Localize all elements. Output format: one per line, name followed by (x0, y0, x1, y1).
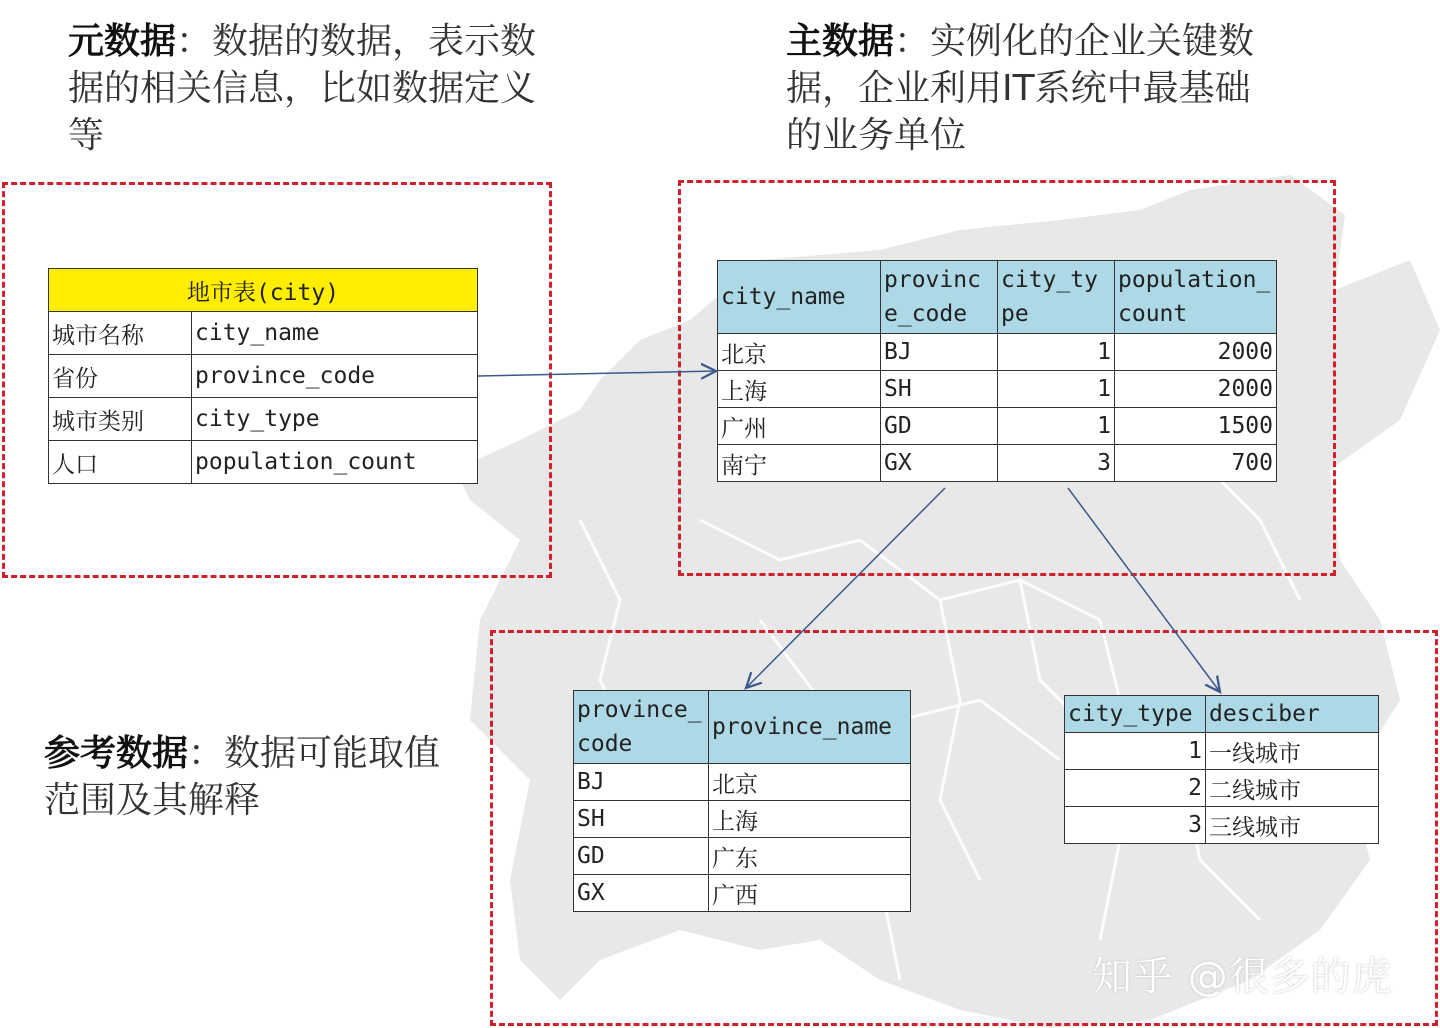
cell-province-code: BJ (574, 764, 709, 801)
table-row (49, 398, 478, 441)
table-row (718, 371, 1277, 408)
watermark: 知乎 @很多的虎 (1092, 954, 1393, 1000)
table-row (574, 838, 911, 875)
cell-city-name: 南宁 (718, 445, 881, 482)
cell-population-count: 700 (1115, 445, 1277, 482)
master-city-table (717, 260, 1277, 482)
master-data-colon: ： (894, 21, 931, 62)
field-cn-name: 人口 (49, 441, 192, 484)
metadata-heading (68, 18, 538, 159)
reference-data-heading (44, 730, 444, 824)
master-data-label: 主数据 (786, 21, 895, 62)
table-row (49, 441, 478, 484)
table-row (49, 355, 478, 398)
cell-desciber: 三线城市 (1206, 807, 1379, 844)
table-row (1065, 807, 1379, 844)
cell-province-name: 广东 (709, 838, 911, 875)
cell-province-code: SH (574, 801, 709, 838)
table-row (574, 875, 911, 912)
table-row (718, 408, 1277, 445)
table-row (49, 312, 478, 355)
province-reference-table (573, 690, 911, 912)
table-row (574, 764, 911, 801)
table-row (1065, 770, 1379, 807)
table-row (574, 801, 911, 838)
table-row (718, 445, 1277, 482)
cell-population-count: 1500 (1115, 408, 1277, 445)
master-data-description: 实例化的企业关键数据，企业利用IT系统中最基础的业务单位 (786, 21, 1255, 156)
cell-province-code: GD (574, 838, 709, 875)
cell-province-name: 上海 (709, 801, 911, 838)
cell-population-count: 2000 (1115, 334, 1277, 371)
header-city-type: city_type (1065, 696, 1206, 733)
field-en-name: province_code (192, 355, 478, 398)
header-province-code: province_code (574, 691, 709, 764)
metadata-table-title: 地市表(city) (49, 269, 478, 312)
metadata-description: 数据的数据，表示数据的相关信息，比如数据定义等 (68, 21, 537, 156)
reference-data-description: 数据可能取值范围及其解释 (44, 733, 441, 821)
city-type-reference-table (1064, 695, 1379, 844)
field-cn-name: 城市名称 (49, 312, 192, 355)
field-en-name: population_count (192, 441, 478, 484)
cell-city-name: 上海 (718, 371, 881, 408)
cell-city-type: 3 (998, 445, 1115, 482)
header-city-name: city_name (718, 261, 881, 334)
cell-city-type: 1 (998, 371, 1115, 408)
header-population-count: population_count (1115, 261, 1277, 334)
cell-desciber: 一线城市 (1206, 733, 1379, 770)
header-desciber: desciber (1206, 696, 1379, 733)
field-en-name: city_name (192, 312, 478, 355)
cell-city-type: 3 (1065, 807, 1206, 844)
metadata-label: 元数据 (68, 21, 177, 62)
table-header-row (1065, 696, 1379, 733)
cell-city-name: 北京 (718, 334, 881, 371)
reference-data-label: 参考数据 (44, 733, 189, 774)
cell-province-code: SH (881, 371, 998, 408)
reference-data-colon: ： (188, 733, 225, 774)
field-cn-name: 省份 (49, 355, 192, 398)
metadata-table-title-row (49, 269, 478, 312)
field-cn-name: 城市类别 (49, 398, 192, 441)
metadata-city-table (48, 268, 478, 484)
cell-city-type: 1 (998, 408, 1115, 445)
cell-province-code: BJ (881, 334, 998, 371)
cell-city-type: 1 (1065, 733, 1206, 770)
cell-desciber: 二线城市 (1206, 770, 1379, 807)
cell-province-code: GD (881, 408, 998, 445)
cell-city-type: 2 (1065, 770, 1206, 807)
table-row (1065, 733, 1379, 770)
cell-province-name: 广西 (709, 875, 911, 912)
table-row (718, 334, 1277, 371)
cell-province-code: GX (881, 445, 998, 482)
table-header-row (718, 261, 1277, 334)
cell-population-count: 2000 (1115, 371, 1277, 408)
table-header-row (574, 691, 911, 764)
cell-province-name: 北京 (709, 764, 911, 801)
header-province-code: province_code (881, 261, 998, 334)
cell-province-code: GX (574, 875, 709, 912)
header-province-name: province_name (709, 691, 911, 764)
header-city-type: city_type (998, 261, 1115, 334)
metadata-colon: ： (176, 21, 213, 62)
cell-city-name: 广州 (718, 408, 881, 445)
cell-city-type: 1 (998, 334, 1115, 371)
field-en-name: city_type (192, 398, 478, 441)
master-data-heading (786, 18, 1256, 159)
